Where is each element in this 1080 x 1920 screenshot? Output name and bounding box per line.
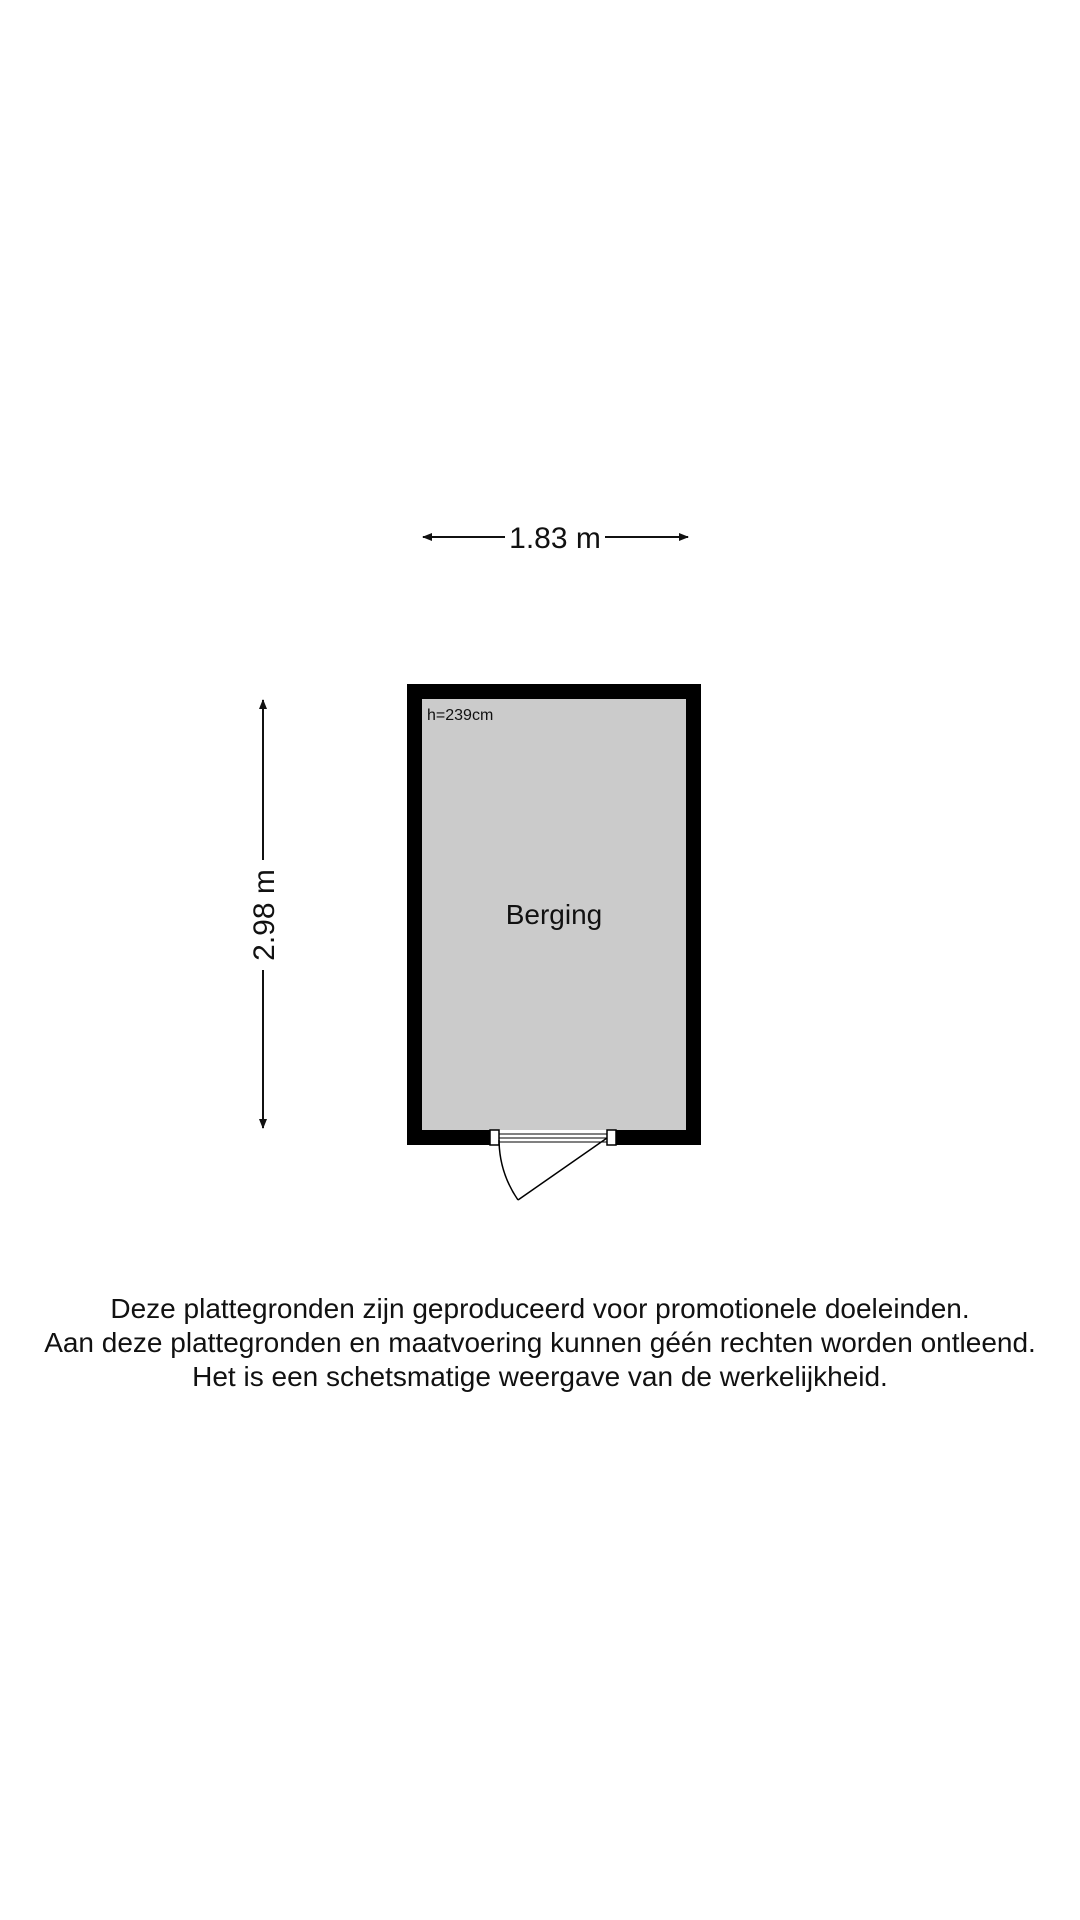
room-berging [407, 684, 701, 1200]
disclaimer-line-3: Het is een schetsmatige weergave van de werkelijkheid. [192, 1361, 888, 1392]
length-dimension [248, 700, 281, 1128]
room-name-label: Berging [505, 899, 603, 930]
door-swing-arc [499, 1140, 518, 1200]
door-frame-left [490, 1130, 499, 1145]
door-leaf [518, 1138, 607, 1200]
width-dimension-label: 1.83 m [509, 522, 601, 555]
width-dimension [423, 522, 688, 555]
length-dimension-label: 2.98 m [248, 869, 281, 961]
room-height-label: h=239cm [427, 707, 494, 724]
disclaimer-line-1: Deze plattegronden zijn geproduceerd voor promotionele doeleinden. [110, 1293, 970, 1324]
door-frame-right [607, 1130, 616, 1145]
disclaimer-text [0, 1292, 1080, 1394]
disclaimer-line-2: Aan deze plattegronden en maatvoering kunnen géén rechten worden ontleend. [44, 1327, 1036, 1358]
